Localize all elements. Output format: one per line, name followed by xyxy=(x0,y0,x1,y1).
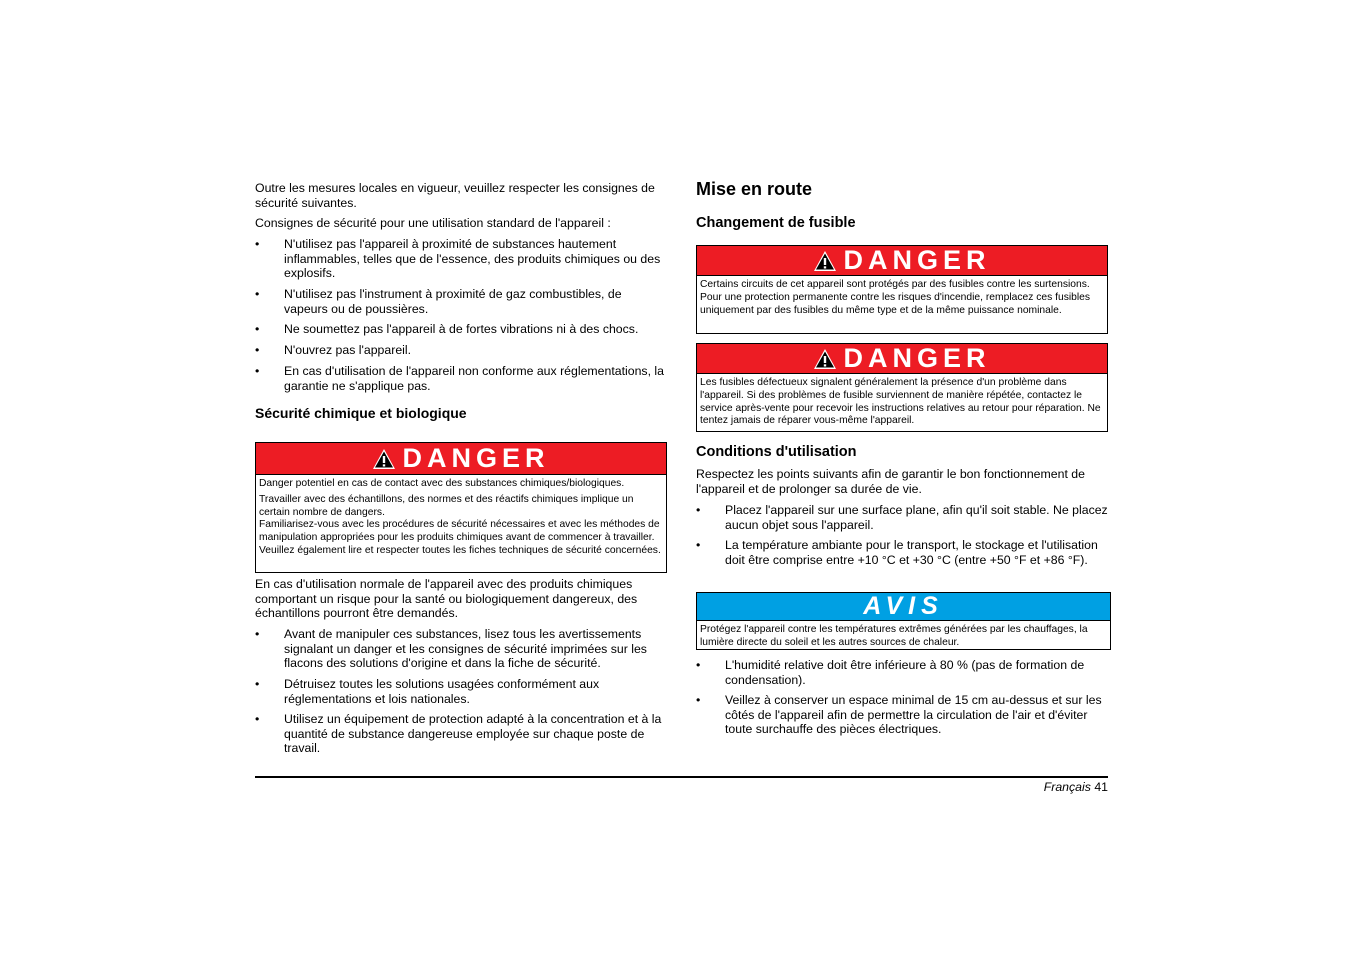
list-item: • N'ouvrez pas l'appareil. xyxy=(255,343,412,357)
notice-title: AVIS xyxy=(863,592,944,620)
danger-body: Certains circuits de cet appareil sont protégés par des fusibles contre les surtensions. Pour une protection permanente contre les risques d'incendie, remplacez ces fusibles uniquement par des fusibles du même type et de la même puissance nominale. xyxy=(700,279,1091,316)
warning-triangle-icon xyxy=(813,348,837,370)
danger-body: Les fusibles défectueux signalent généralement la présence d'un problème dans l'appareil. Si des problèmes de fusible surviennent de manière répétée, contactez le service après-vente pour recevoir les instructions relatives au retour pour réparation. Ne tentez jamais de réparer vous-même l'appareil. xyxy=(700,377,1101,427)
footer-rule xyxy=(255,776,1108,778)
notice-body: Protégez l'appareil contre les températures extrêmes générées par les chauffages, la lumière directe du soleil et les autres sources de chaleur. xyxy=(700,624,1088,648)
list-item: • En cas d'utilisation de l'appareil non conforme aux réglementations, la garantie ne s'applique pas. xyxy=(255,364,664,393)
danger-title: DANGER xyxy=(402,443,550,473)
danger-header xyxy=(256,443,666,475)
page-footer xyxy=(1044,780,1108,794)
danger-body xyxy=(256,475,666,561)
list-item: • Veillez à conserver un espace minimal de 15 cm au-dessus et sur les côtés de l'appareil afin de permettre la circulation de l'air et d'éviter toute surchauffe des pièces électriques. xyxy=(696,693,1102,737)
list-item: • N'utilisez pas l'appareil à proximité de substances hautement inflammables, telles que de l'essence, des produits chimiques ou des explosifs. xyxy=(255,237,661,281)
list-item: • L'humidité relative doit être inférieure à 80 % (pas de formation de condensation). xyxy=(696,658,1085,687)
conditions-intro: Respectez les points suivants afin de garantir le bon fonctionnement de l'appareil et de prolonger sa durée de vie. xyxy=(696,467,1085,496)
danger-box-fuse-1 xyxy=(696,245,1108,334)
list-item: • N'utilisez pas l'instrument à proximité de gaz combustibles, de vapeurs ou de poussières. xyxy=(255,287,622,316)
danger-line-1: Danger potentiel en cas de contact avec des substances chimiques/biologiques. xyxy=(259,478,625,489)
list-item: • Détruisez toutes les solutions usagées conformément aux réglementations et lois nationales. xyxy=(255,677,600,706)
intro-text: Outre les mesures locales en vigueur, veuillez respecter les consignes de sécurité suivantes. xyxy=(255,181,655,210)
list-item: • Placez l'appareil sur une surface plane, afin qu'il soit stable. Ne placez aucun objet sous l'appareil. xyxy=(696,503,1108,532)
section-title: Mise en route xyxy=(696,179,813,199)
list-item: • Utilisez un équipement de protection adapté à la concentration et à la quantité de substance dangereuse employée sur chaque poste de travail. xyxy=(255,712,662,756)
danger-box-chemical xyxy=(255,442,667,573)
danger-box-fuse-2 xyxy=(696,343,1108,432)
footer-language: Français xyxy=(1043,780,1091,794)
notice-box xyxy=(696,592,1111,650)
danger-line-3: Familiarisez-vous avec les procédures de sécurité nécessaires et avec les méthodes de manipulation appropriées pour les produits chimiques avant de commencer à travailler. Veuillez également lire et respecter toutes les fiches techniques de sécurité concernées. xyxy=(259,519,661,556)
list-item: • La température ambiante pour le transport, le stockage et l'utilisation doit être comprise entre +10 °C et +30 °C (entre +50 °F et +86 °F). xyxy=(696,538,1098,567)
danger-title: DANGER xyxy=(843,343,991,373)
warning-triangle-icon xyxy=(813,250,837,272)
danger-header xyxy=(697,246,1107,276)
conditions-heading: Conditions d'utilisation xyxy=(696,444,857,460)
list-item: • Avant de manipuler ces substances, lisez tous les avertissements signalant un danger et les consignes de sécurité imprimées sur les flacons des solutions d'origine et dans la fiche de sécurité. xyxy=(255,627,647,671)
page-number: 41 xyxy=(1094,780,1108,794)
list-item: • Ne soumettez pas l'appareil à de fortes vibrations ni à des chocs. xyxy=(255,322,639,336)
standard-use-text: Consignes de sécurité pour une utilisation standard de l'appareil : xyxy=(255,216,611,230)
normal-use-text: En cas d'utilisation normale de l'appareil avec des produits chimiques comportant un risque pour la santé ou biologiquement dangereux, des échantillons pourront être demandés. xyxy=(255,577,638,621)
chem-heading: Sécurité chimique et biologique xyxy=(255,405,467,421)
warning-triangle-icon xyxy=(372,448,396,470)
danger-header xyxy=(697,344,1107,374)
notice-header xyxy=(697,593,1110,621)
danger-title: DANGER xyxy=(843,245,991,275)
fuse-heading: Changement de fusible xyxy=(696,215,856,231)
danger-line-2: Travailler avec des échantillons, des normes et des réactifs chimiques implique un certain nombre de dangers. xyxy=(259,493,634,518)
